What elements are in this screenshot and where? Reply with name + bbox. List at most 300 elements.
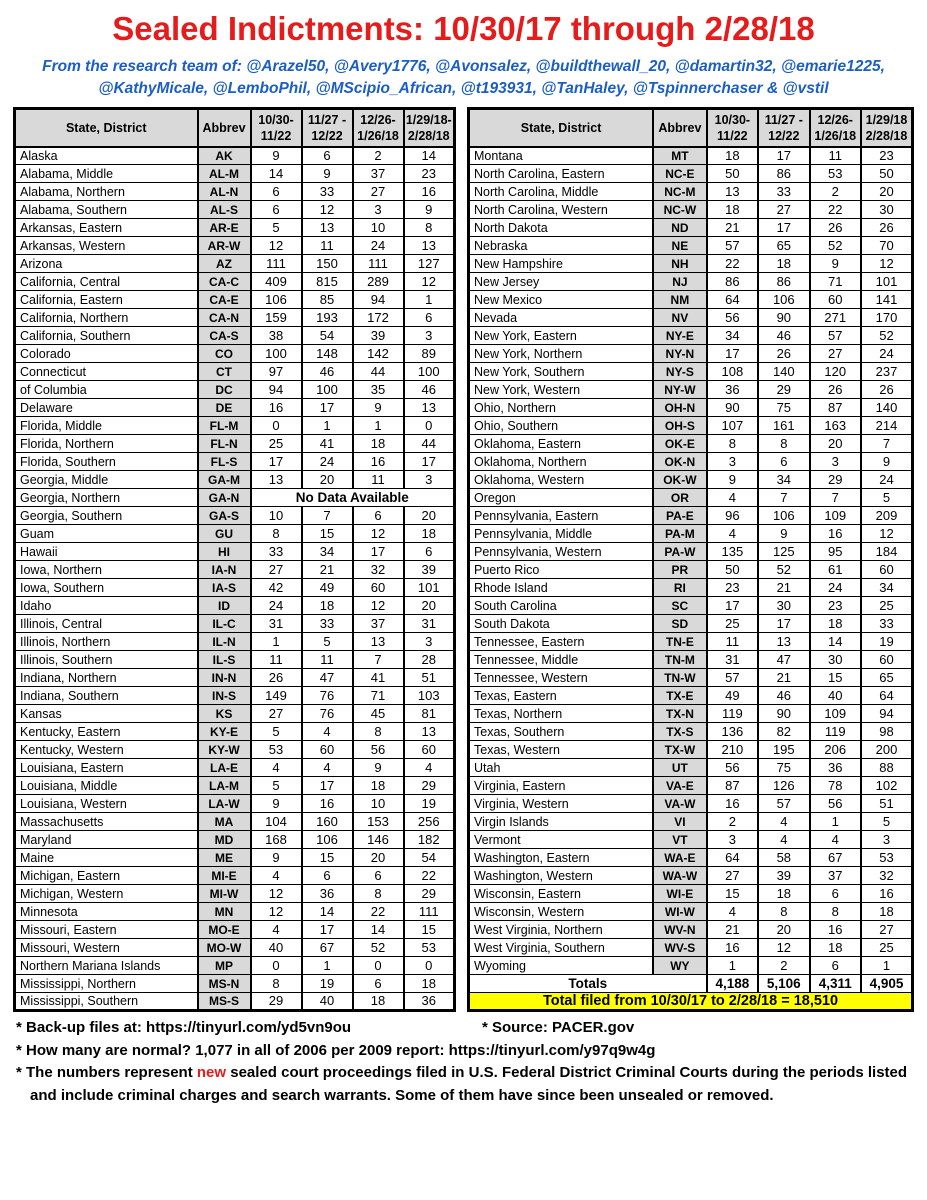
count-cell: 21 xyxy=(707,219,758,237)
count-cell: 47 xyxy=(758,651,809,669)
count-cell: 29 xyxy=(404,777,455,795)
abbrev-cell: MI-E xyxy=(198,867,251,885)
abbrev-cell: IL-S xyxy=(198,651,251,669)
state-district-cell: California, Northern xyxy=(15,309,198,327)
count-cell: 6 xyxy=(810,957,861,975)
count-cell: 13 xyxy=(404,723,455,741)
count-cell: 25 xyxy=(861,597,913,615)
count-cell: 17 xyxy=(707,597,758,615)
table-row xyxy=(15,291,455,309)
state-district-cell: Tennessee, Western xyxy=(469,669,654,687)
count-cell: 50 xyxy=(861,165,913,183)
count-cell: 25 xyxy=(861,939,913,957)
count-cell: 5 xyxy=(251,219,302,237)
count-cell: 86 xyxy=(758,273,809,291)
state-district-cell: Tennessee, Eastern xyxy=(469,633,654,651)
table-row xyxy=(15,561,455,579)
count-cell: 5 xyxy=(251,777,302,795)
count-cell: 56 xyxy=(707,759,758,777)
count-cell: 200 xyxy=(861,741,913,759)
table-row xyxy=(15,705,455,723)
state-district-cell: Virgin Islands xyxy=(469,813,654,831)
table-row xyxy=(469,939,913,957)
state-district-cell: North Carolina, Eastern xyxy=(469,165,654,183)
state-district-cell: West Virginia, Southern xyxy=(469,939,654,957)
abbrev-cell: ID xyxy=(198,597,251,615)
abbrev-cell: MN xyxy=(198,903,251,921)
abbrev-cell: PA-W xyxy=(653,543,706,561)
table-row xyxy=(15,327,455,345)
column-header: 11/27 - 12/22 xyxy=(302,109,353,147)
table-row xyxy=(15,363,455,381)
state-district-cell: Idaho xyxy=(15,597,198,615)
count-cell: 3 xyxy=(404,327,455,345)
abbrev-cell: CO xyxy=(198,345,251,363)
count-cell: 9 xyxy=(251,849,302,867)
count-cell: 60 xyxy=(302,741,353,759)
abbrev-cell: NM xyxy=(653,291,706,309)
count-cell: 18 xyxy=(810,615,861,633)
table-row xyxy=(15,435,455,453)
count-cell: 13 xyxy=(404,399,455,417)
count-cell: 6 xyxy=(404,309,455,327)
abbrev-cell: CA-S xyxy=(198,327,251,345)
count-cell: 111 xyxy=(251,255,302,273)
count-cell: 106 xyxy=(251,291,302,309)
count-cell: 29 xyxy=(404,885,455,903)
table-row xyxy=(469,903,913,921)
state-district-cell: Oklahoma, Eastern xyxy=(469,435,654,453)
count-cell: 17 xyxy=(302,921,353,939)
tables-container xyxy=(0,107,927,1012)
count-cell: 17 xyxy=(302,777,353,795)
count-cell: 54 xyxy=(404,849,455,867)
state-district-cell: Kentucky, Eastern xyxy=(15,723,198,741)
abbrev-cell: IL-C xyxy=(198,615,251,633)
count-cell: 210 xyxy=(707,741,758,759)
abbrev-cell: TX-W xyxy=(653,741,706,759)
state-district-cell: Ohio, Southern xyxy=(469,417,654,435)
state-district-cell: Oklahoma, Northern xyxy=(469,453,654,471)
column-header: 1/29/18- 2/28/18 xyxy=(404,109,455,147)
column-header: 11/27 - 12/22 xyxy=(758,109,809,147)
count-cell: 81 xyxy=(404,705,455,723)
count-cell: 40 xyxy=(251,939,302,957)
abbrev-cell: SD xyxy=(653,615,706,633)
abbrev-cell: TN-E xyxy=(653,633,706,651)
count-cell: 46 xyxy=(758,327,809,345)
abbrev-cell: AR-E xyxy=(198,219,251,237)
abbrev-cell: AR-W xyxy=(198,237,251,255)
table-row xyxy=(469,309,913,327)
count-cell: 18 xyxy=(810,939,861,957)
abbrev-cell: SC xyxy=(653,597,706,615)
count-cell: 25 xyxy=(251,435,302,453)
count-cell: 8 xyxy=(353,723,404,741)
count-cell: 9 xyxy=(810,255,861,273)
count-cell: 146 xyxy=(353,831,404,849)
table-row xyxy=(469,615,913,633)
count-cell: 111 xyxy=(404,903,455,921)
abbrev-cell: CA-C xyxy=(198,273,251,291)
count-cell: 106 xyxy=(758,507,809,525)
table-row xyxy=(15,759,455,777)
column-header: 10/30- 11/22 xyxy=(251,109,302,147)
state-district-cell: New Hampshire xyxy=(469,255,654,273)
count-cell: 27 xyxy=(861,921,913,939)
count-cell: 8 xyxy=(758,903,809,921)
count-cell: 18 xyxy=(353,777,404,795)
count-cell: 27 xyxy=(758,201,809,219)
count-cell: 2 xyxy=(758,957,809,975)
totals-value-cell: 5,106 xyxy=(758,975,809,993)
abbrev-cell: ND xyxy=(653,219,706,237)
count-cell: 26 xyxy=(861,219,913,237)
count-cell: 18 xyxy=(302,597,353,615)
table-row xyxy=(469,633,913,651)
column-header: 10/30- 11/22 xyxy=(707,109,758,147)
table-row xyxy=(15,885,455,903)
count-cell: 101 xyxy=(404,579,455,597)
abbrev-cell: KS xyxy=(198,705,251,723)
abbrev-cell: IA-N xyxy=(198,561,251,579)
count-cell: 27 xyxy=(707,867,758,885)
credits-line xyxy=(0,56,927,100)
table-row xyxy=(15,903,455,921)
abbrev-cell: AZ xyxy=(198,255,251,273)
state-district-cell: Indiana, Southern xyxy=(15,687,198,705)
state-district-cell: Colorado xyxy=(15,345,198,363)
count-cell: 12 xyxy=(251,903,302,921)
count-cell: 15 xyxy=(302,849,353,867)
count-cell: 9 xyxy=(707,471,758,489)
abbrev-cell: ME xyxy=(198,849,251,867)
abbrev-cell: FL-S xyxy=(198,453,251,471)
count-cell: 1 xyxy=(810,813,861,831)
count-cell: 60 xyxy=(810,291,861,309)
count-cell: 33 xyxy=(861,615,913,633)
table-row xyxy=(469,831,913,849)
count-cell: 206 xyxy=(810,741,861,759)
state-district-cell: Wisconsin, Eastern xyxy=(469,885,654,903)
count-cell: 12 xyxy=(861,255,913,273)
count-cell: 13 xyxy=(758,633,809,651)
count-cell: 58 xyxy=(758,849,809,867)
abbrev-cell: AL-N xyxy=(198,183,251,201)
abbrev-cell: MO-W xyxy=(198,939,251,957)
count-cell: 57 xyxy=(810,327,861,345)
count-cell: 6 xyxy=(810,885,861,903)
count-cell: 106 xyxy=(758,291,809,309)
abbrev-cell: IN-S xyxy=(198,687,251,705)
abbrev-cell: WI-W xyxy=(653,903,706,921)
table-row xyxy=(469,165,913,183)
table-row xyxy=(469,795,913,813)
abbrev-cell: GU xyxy=(198,525,251,543)
count-cell: 109 xyxy=(810,507,861,525)
count-cell: 18 xyxy=(707,201,758,219)
count-cell: 1 xyxy=(353,417,404,435)
state-district-cell: Florida, Southern xyxy=(15,453,198,471)
state-district-cell: Massachusetts xyxy=(15,813,198,831)
count-cell: 50 xyxy=(707,165,758,183)
table-row xyxy=(15,201,455,219)
abbrev-cell: TN-W xyxy=(653,669,706,687)
abbrev-cell: WA-W xyxy=(653,867,706,885)
table-row xyxy=(469,957,913,975)
table-header-row xyxy=(15,109,455,147)
count-cell: 31 xyxy=(404,615,455,633)
abbrev-cell: NC-W xyxy=(653,201,706,219)
table-row xyxy=(15,255,455,273)
abbrev-cell: LA-W xyxy=(198,795,251,813)
count-cell: 101 xyxy=(861,273,913,291)
abbrev-cell: NY-E xyxy=(653,327,706,345)
table-row xyxy=(15,489,455,507)
table-row xyxy=(15,453,455,471)
count-cell: 141 xyxy=(861,291,913,309)
count-cell: 12 xyxy=(758,939,809,957)
count-cell: 150 xyxy=(302,255,353,273)
state-district-cell: Arizona xyxy=(15,255,198,273)
table-row xyxy=(469,399,913,417)
table-row xyxy=(469,471,913,489)
abbrev-cell: MA xyxy=(198,813,251,831)
count-cell: 90 xyxy=(707,399,758,417)
state-district-cell: Alaska xyxy=(15,147,198,165)
state-district-cell: Maryland xyxy=(15,831,198,849)
abbrev-cell: WI-E xyxy=(653,885,706,903)
count-cell: 33 xyxy=(302,615,353,633)
count-cell: 17 xyxy=(758,615,809,633)
count-cell: 2 xyxy=(810,183,861,201)
count-cell: 26 xyxy=(810,219,861,237)
count-cell: 119 xyxy=(707,705,758,723)
table-row xyxy=(15,939,455,957)
count-cell: 13 xyxy=(251,471,302,489)
count-cell: 16 xyxy=(707,939,758,957)
count-cell: 70 xyxy=(861,237,913,255)
table-row xyxy=(15,165,455,183)
abbrev-cell: TX-N xyxy=(653,705,706,723)
count-cell: 14 xyxy=(810,633,861,651)
count-cell: 12 xyxy=(251,885,302,903)
count-cell: 4 xyxy=(302,723,353,741)
table-row xyxy=(15,813,455,831)
column-header: State, District xyxy=(15,109,198,147)
table-row xyxy=(469,741,913,759)
state-district-cell: Delaware xyxy=(15,399,198,417)
count-cell: 16 xyxy=(810,921,861,939)
state-district-cell: Arkansas, Western xyxy=(15,237,198,255)
table-row xyxy=(469,687,913,705)
table-row xyxy=(469,489,913,507)
abbrev-cell: CT xyxy=(198,363,251,381)
count-cell: 209 xyxy=(861,507,913,525)
abbrev-cell: KY-E xyxy=(198,723,251,741)
count-cell: 184 xyxy=(861,543,913,561)
count-cell: 53 xyxy=(404,939,455,957)
count-cell: 65 xyxy=(758,237,809,255)
state-district-cell: Oklahoma, Western xyxy=(469,471,654,489)
count-cell: 87 xyxy=(810,399,861,417)
count-cell: 85 xyxy=(302,291,353,309)
count-cell: 153 xyxy=(353,813,404,831)
count-cell: 33 xyxy=(251,543,302,561)
count-cell: 16 xyxy=(707,795,758,813)
count-cell: 3 xyxy=(404,471,455,489)
count-cell: 5 xyxy=(861,489,913,507)
count-cell: 4 xyxy=(758,813,809,831)
count-cell: 14 xyxy=(251,165,302,183)
abbrev-cell: PA-E xyxy=(653,507,706,525)
table-row xyxy=(469,813,913,831)
count-cell: 37 xyxy=(353,165,404,183)
count-cell: 39 xyxy=(404,561,455,579)
indictments-table-left xyxy=(13,107,456,1012)
count-cell: 17 xyxy=(251,453,302,471)
state-district-cell: Kentucky, Western xyxy=(15,741,198,759)
count-cell: 27 xyxy=(251,561,302,579)
table-row xyxy=(15,525,455,543)
count-cell: 47 xyxy=(302,669,353,687)
count-cell: 30 xyxy=(810,651,861,669)
table-row xyxy=(15,921,455,939)
count-cell: 4 xyxy=(404,759,455,777)
count-cell: 32 xyxy=(861,867,913,885)
totals-label: Totals xyxy=(469,975,707,993)
count-cell: 149 xyxy=(251,687,302,705)
count-cell: 65 xyxy=(861,669,913,687)
state-district-cell: North Dakota xyxy=(469,219,654,237)
count-cell: 20 xyxy=(758,921,809,939)
count-cell: 102 xyxy=(861,777,913,795)
count-cell: 12 xyxy=(404,273,455,291)
abbrev-cell: UT xyxy=(653,759,706,777)
abbrev-cell: TX-S xyxy=(653,723,706,741)
state-district-cell: South Carolina xyxy=(469,597,654,615)
table-row xyxy=(469,327,913,345)
count-cell: 2 xyxy=(707,813,758,831)
count-cell: 17 xyxy=(404,453,455,471)
count-cell: 140 xyxy=(758,363,809,381)
count-cell: 409 xyxy=(251,273,302,291)
count-cell: 24 xyxy=(810,579,861,597)
abbrev-cell: DC xyxy=(198,381,251,399)
count-cell: 34 xyxy=(707,327,758,345)
count-cell: 16 xyxy=(810,525,861,543)
count-cell: 120 xyxy=(810,363,861,381)
count-cell: 1 xyxy=(404,291,455,309)
table-row xyxy=(15,777,455,795)
table-row xyxy=(15,993,455,1011)
state-district-cell: Northern Mariana Islands xyxy=(15,957,198,975)
state-district-cell: Georgia, Northern xyxy=(15,489,198,507)
abbrev-cell: LA-E xyxy=(198,759,251,777)
table-row xyxy=(15,147,455,165)
state-district-cell: New York, Eastern xyxy=(469,327,654,345)
state-district-cell: Louisiana, Western xyxy=(15,795,198,813)
count-cell: 4 xyxy=(302,759,353,777)
state-district-cell: Alabama, Northern xyxy=(15,183,198,201)
state-district-cell: Ohio, Northern xyxy=(469,399,654,417)
count-cell: 21 xyxy=(302,561,353,579)
count-cell: 3 xyxy=(404,633,455,651)
count-cell: 39 xyxy=(758,867,809,885)
count-cell: 100 xyxy=(251,345,302,363)
count-cell: 111 xyxy=(353,255,404,273)
table-row xyxy=(469,597,913,615)
state-district-cell: Vermont xyxy=(469,831,654,849)
table-row xyxy=(469,147,913,165)
state-district-cell: Mississippi, Northern xyxy=(15,975,198,993)
count-cell: 17 xyxy=(707,345,758,363)
abbrev-cell: NY-N xyxy=(653,345,706,363)
credits-line-1: From the research team of: @Arazel50, @Avery1776, @Avonsalez, @buildthewall_20, @damartin32, @emarie1225, xyxy=(42,58,885,75)
state-district-cell: Illinois, Northern xyxy=(15,633,198,651)
count-cell: 35 xyxy=(353,381,404,399)
count-cell: 3 xyxy=(810,453,861,471)
count-cell: 42 xyxy=(251,579,302,597)
count-cell: 33 xyxy=(758,183,809,201)
abbrev-cell: OH-S xyxy=(653,417,706,435)
count-cell: 16 xyxy=(251,399,302,417)
state-district-cell: Utah xyxy=(469,759,654,777)
count-cell: 12 xyxy=(861,525,913,543)
count-cell: 24 xyxy=(861,345,913,363)
table-row xyxy=(469,435,913,453)
state-district-cell: New York, Southern xyxy=(469,363,654,381)
abbrev-cell: NY-W xyxy=(653,381,706,399)
table-row xyxy=(15,795,455,813)
table-row xyxy=(15,849,455,867)
footnote-note-suffix: sealed court proceedings filed in U.S. Federal District Criminal Courts during the periods listed and include criminal charges and search warrants. Some of them have since been unsealed or removed. xyxy=(30,1064,908,1104)
table-row xyxy=(15,219,455,237)
count-cell: 1 xyxy=(302,417,353,435)
count-cell: 40 xyxy=(302,993,353,1011)
count-cell: 18 xyxy=(861,903,913,921)
column-header: 12/26- 1/26/18 xyxy=(353,109,404,147)
abbrev-cell: GA-N xyxy=(198,489,251,507)
count-cell: 64 xyxy=(707,291,758,309)
abbrev-cell: IN-N xyxy=(198,669,251,687)
table-row xyxy=(15,669,455,687)
abbrev-cell: OK-E xyxy=(653,435,706,453)
count-cell: 26 xyxy=(251,669,302,687)
count-cell: 13 xyxy=(707,183,758,201)
table-row xyxy=(15,975,455,993)
count-cell: 214 xyxy=(861,417,913,435)
state-district-cell: Wisconsin, Western xyxy=(469,903,654,921)
count-cell: 11 xyxy=(707,633,758,651)
table-row xyxy=(15,381,455,399)
count-cell: 24 xyxy=(302,453,353,471)
count-cell: 94 xyxy=(861,705,913,723)
count-cell: 41 xyxy=(302,435,353,453)
count-cell: 5 xyxy=(861,813,913,831)
count-cell: 30 xyxy=(758,597,809,615)
abbrev-cell: OR xyxy=(653,489,706,507)
count-cell: 38 xyxy=(251,327,302,345)
count-cell: 76 xyxy=(302,687,353,705)
abbrev-cell: OK-W xyxy=(653,471,706,489)
abbrev-cell: GA-M xyxy=(198,471,251,489)
table-row xyxy=(15,651,455,669)
table-row xyxy=(15,615,455,633)
state-district-cell: California, Central xyxy=(15,273,198,291)
count-cell: 12 xyxy=(251,237,302,255)
state-district-cell: North Carolina, Middle xyxy=(469,183,654,201)
